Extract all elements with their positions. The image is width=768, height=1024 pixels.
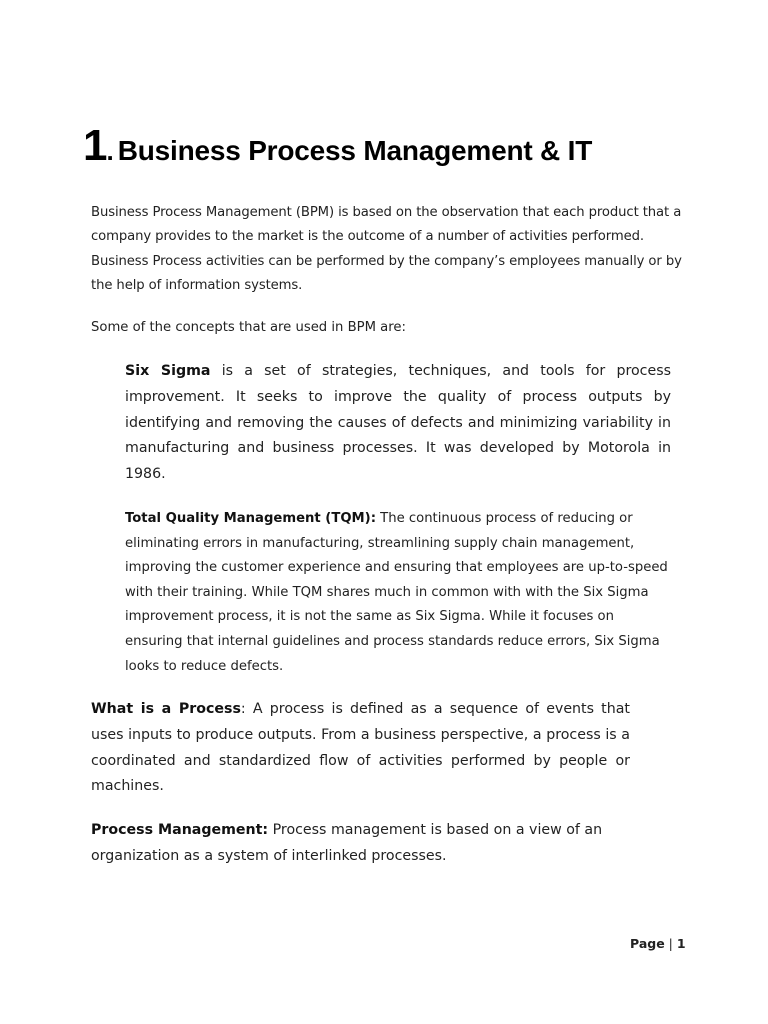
process-term: What is a Process <box>91 701 241 717</box>
footer-page-label: Page <box>630 936 665 951</box>
page-footer <box>630 936 686 951</box>
six-sigma-text: is a set of strategies, techniques, and tools for process improvement. It seeks to improve the quality of process outputs by identifying and removing the causes of defects and minimizing variability in manufacturing and business processes. <box>125 363 671 457</box>
process-colon: : <box>240 701 246 717</box>
heading-dot: . <box>106 136 114 166</box>
intro-paragraph: Business Process Management (BPM) is based on the observation that each product that a company provides to the market is the outcome of a number of activities performed. Business Process activities can be performed by the company’s employees manually or by the help of information systems. <box>91 205 682 294</box>
heading-title: Business Process Management & IT <box>117 135 593 166</box>
footer-separator: | <box>664 936 677 951</box>
page-heading <box>83 121 593 170</box>
process-management-term: Process Management: <box>91 822 269 838</box>
six-sigma-term: Six Sigma <box>125 363 211 379</box>
process-definition-paragraph <box>91 697 630 800</box>
process-management-text: Process management is based on a view of an organization as a system of interlinked processes. <box>91 822 603 864</box>
tqm-text: The continuous process of reducing or eliminating errors in manufacturing, streamlining supply chain management, improving the customer experience and ensuring that employees are up-to-speed with their training. While TQM shares much in common with with the Six Sigma improvement process, it is not the same as Six Sigma. While it focuses on ensuring that internal guidelines and process standards reduce errors, Six Sigma looks to reduce defects. <box>125 511 668 674</box>
tqm-paragraph <box>125 507 675 679</box>
heading-number: 1 <box>83 121 107 170</box>
process-text: A process is defined as a sequence of events that uses inputs to produce outputs. From a business perspective, a process is a coordinated and standardized flow of activities performed by people or machines. <box>91 701 630 795</box>
concepts-intro: Some of the concepts that are used in BPM are: <box>91 320 406 335</box>
process-management-paragraph <box>91 818 691 870</box>
footer-page-number: 1 <box>676 936 686 951</box>
six-sigma-tail: It was developed by Motorola in 1986. <box>125 440 672 483</box>
tqm-term: Total Quality Management (TQM): <box>125 511 376 526</box>
six-sigma-paragraph <box>125 359 671 488</box>
